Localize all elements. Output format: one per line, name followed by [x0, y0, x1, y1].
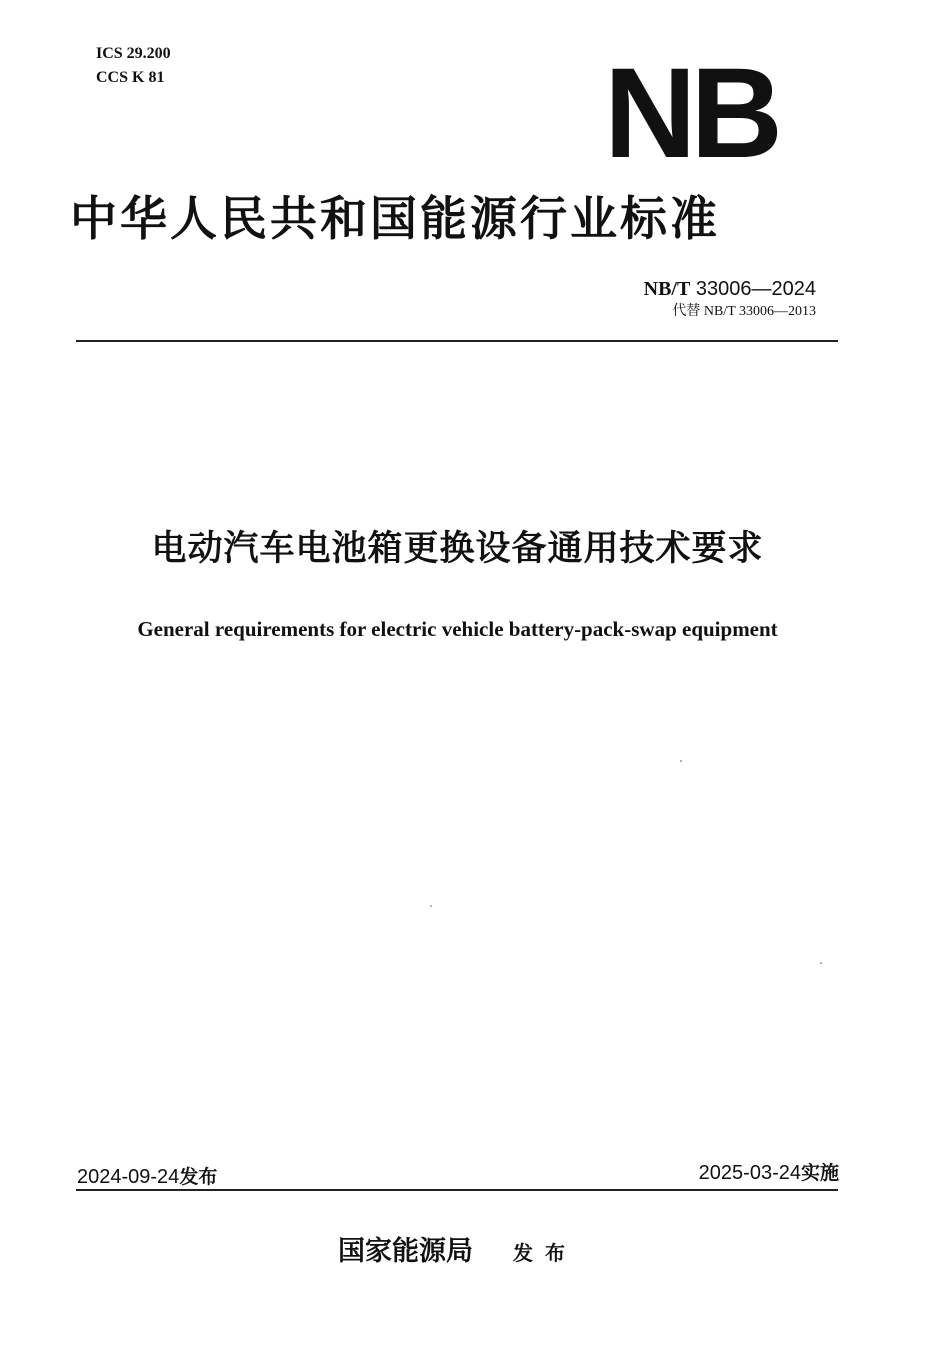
publish-action: 发布 [513, 1241, 577, 1265]
standard-category-title: 中华人民共和国能源行业标准 [70, 192, 720, 247]
issue-label: 发布 [179, 1166, 218, 1188]
ics-code: ICS 29.200 [96, 45, 171, 62]
effective-label: 实施 [800, 1162, 839, 1184]
chinese-title: 电动汽车电池箱更换设备通用技术要求 [151, 529, 764, 569]
nb-logo: NB [604, 42, 777, 185]
publisher-line [0, 1234, 915, 1271]
standard-code: 33006—2024 [695, 278, 816, 300]
scan-speck [680, 760, 682, 762]
english-title: General requirements for electric vehicle battery-pack-swap equipment [137, 617, 778, 641]
scan-speck [430, 905, 432, 907]
issue-date-value: 2024-09-24 [77, 1166, 180, 1188]
classification-codes [96, 42, 171, 90]
effective-date-value: 2025-03-24 [698, 1162, 801, 1184]
effective-date [699, 1160, 839, 1186]
top-divider [76, 340, 838, 342]
ccs-code: CCS K 81 [96, 69, 165, 86]
publisher-name: 国家能源局 [338, 1236, 473, 1267]
standard-number [644, 276, 816, 302]
scan-speck [820, 962, 822, 964]
standard-prefix: NB/T [643, 278, 691, 300]
replaces-standard: 代替 NB/T 33006—2013 [672, 304, 816, 319]
bottom-divider [76, 1189, 838, 1191]
issue-date [77, 1164, 217, 1190]
